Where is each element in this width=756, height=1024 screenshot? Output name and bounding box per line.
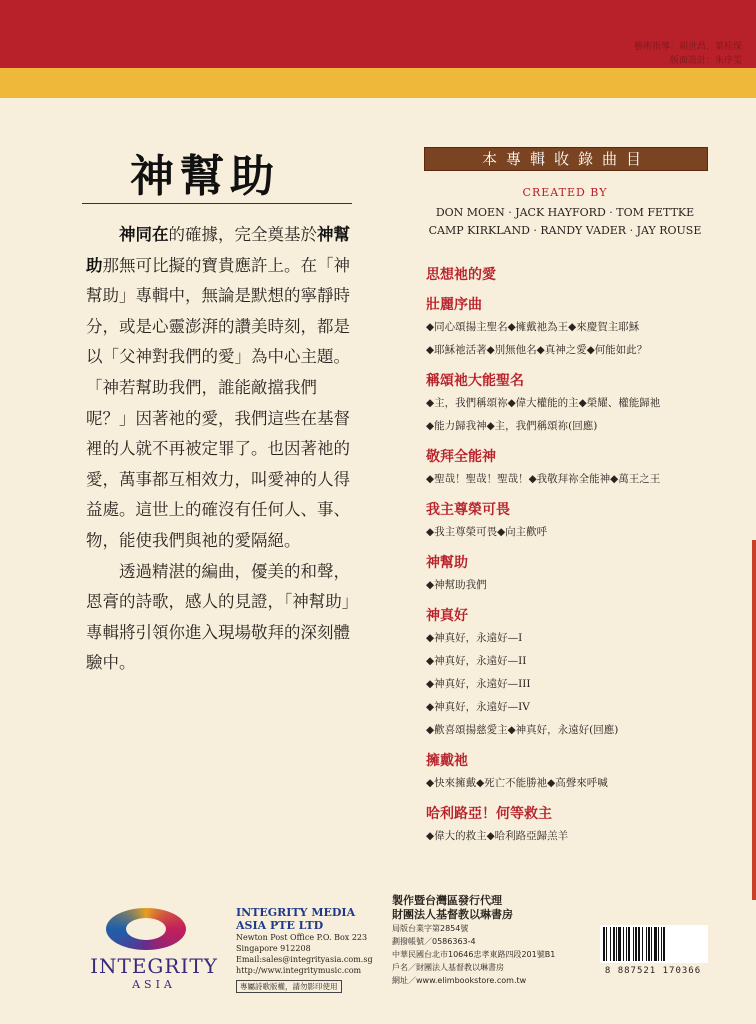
track-section-title: 神幫助 [426, 555, 468, 571]
right-edge-strip [752, 540, 756, 900]
barcode-bar [606, 927, 607, 961]
track-section [426, 499, 746, 544]
barcode-bar [616, 927, 617, 961]
track-list [426, 256, 746, 848]
track-line: ◆我主尊榮可畏◆向主歡呼 [426, 526, 548, 538]
publisher-line: 網址／www.elimbookstore.com.tw [392, 976, 527, 985]
highlight-text: 神同在 [119, 225, 169, 244]
barcode-bar [651, 927, 652, 961]
barcode-bar [603, 927, 605, 961]
logo-sub: ASIA [132, 978, 176, 991]
barcode-bar [613, 927, 615, 961]
barcode-bar [618, 927, 621, 961]
copyright-box: 專屬詩歌版權，請勿影印使用 [236, 980, 342, 993]
track-line: ◆聖哉！聖哉！聖哉！◆我敬拜祢全能神◆萬王之王 [426, 473, 661, 485]
track-section-title: 思想祂的愛 [426, 267, 496, 283]
track-section [426, 370, 746, 438]
address-line: Singapore 912208 [236, 944, 311, 953]
company-name: INTEGRITY MEDIA [236, 906, 356, 919]
track-section-title: 神真好 [426, 608, 468, 624]
composer-line: DON MOEN · JACK HAYFORD · TOM FETTKE [435, 206, 695, 219]
publisher-line: 戶名／財團法人基督教以琳書房 [392, 963, 504, 972]
tracklist-header: 本專輯收錄曲目 [424, 147, 708, 171]
barcode-bar [648, 927, 650, 961]
credit-line: 藝術指導：胡世昌．葉桂琛 [633, 42, 742, 52]
design-credits [542, 40, 742, 68]
highlight-text: 神幫助 [86, 225, 350, 275]
track-section [426, 552, 746, 597]
track-section-title: 稱頌祂大能聖名 [426, 373, 524, 389]
company-name: ASIA PTE LTD [236, 919, 324, 932]
credit-line: 版面設計：朱序雯 [669, 56, 742, 66]
title-rule [82, 203, 352, 204]
barcode-bar [663, 927, 665, 961]
barcode-bar [638, 927, 640, 961]
intro-text [86, 220, 354, 679]
logo-ring-icon [106, 908, 186, 950]
created-by-label: CREATED BY [522, 186, 608, 199]
track-section-title: 我主尊榮可畏 [426, 502, 510, 518]
intro-paragraph-2 [86, 557, 354, 679]
track-section [426, 294, 746, 362]
publisher-line: 劃撥帳號／0586363-4 [392, 937, 476, 946]
track-line: ◆能力歸我神◆主，我們稱頌祢(回應) [426, 420, 598, 432]
track-line: ◆偉大的救主◆哈利路亞歸羔羊 [426, 830, 569, 842]
gold-band [0, 68, 756, 98]
barcode-bar [610, 927, 611, 961]
barcode-bar [658, 927, 659, 961]
website-text: http://www.integritymusic.com [236, 966, 362, 975]
track-line: ◆神真好，永遠好—IV [426, 701, 530, 713]
address-line: Newton Post Office P.O. Box 223 [236, 933, 368, 942]
barcode-bar [626, 927, 627, 961]
track-line: ◆同心頌揚主聖名◆擁戴祂為王◆來慶賀主耶穌 [426, 321, 640, 333]
integrity-logo [84, 908, 218, 991]
barcode-bar [654, 927, 657, 961]
track-section-title: 壯麗序曲 [426, 297, 482, 313]
barcode-bar [661, 927, 662, 961]
intro-text-part: 透過精湛的編曲，優美的和聲，恩膏的詩歌，感人的見證，「神幫助」專輯將引領你進入現場敬拜的深刻體驗中。 [86, 561, 350, 673]
company-address [236, 906, 386, 993]
track-line: ◆主，我們稱頌祢◆偉大權能的主◆榮耀、權能歸祂 [426, 397, 661, 409]
track-section [426, 750, 746, 795]
track-section-title: 哈利路亞！何等救主 [426, 806, 552, 822]
barcode-bar [646, 927, 647, 961]
intro-text-part: 的確據，完全奠基於 [168, 225, 317, 244]
publisher-lead: 財團法人基督教以琳書房 [392, 908, 513, 921]
track-section [426, 605, 746, 742]
publisher-line: 中華民國台北市10646忠孝東路四段201號B1 [392, 950, 556, 959]
track-line: ◆神真好，永遠好—I [426, 632, 523, 644]
barcode-bar [642, 927, 643, 961]
composer-line: CAMP KIRKLAND · RANDY VADER · JAY ROUSE [428, 224, 702, 237]
track-section-title: 敬拜全能神 [426, 449, 496, 465]
email-text: Email:sales@integrityasia.com.sg [236, 955, 373, 964]
album-title: 神幫助 [130, 151, 280, 202]
barcode-number: 8 887521 170366 [604, 966, 702, 976]
track-section-title: 擁戴祂 [426, 753, 468, 769]
logo-name: INTEGRITY [90, 954, 218, 978]
composer-names [424, 204, 706, 240]
track-line: ◆神真好，永遠好—III [426, 678, 531, 690]
track-line: ◆快來擁戴◆死亡不能勝祂◆高聲來呼喊 [426, 777, 608, 789]
barcode-bar [633, 927, 634, 961]
intro-paragraph-1 [86, 220, 354, 557]
barcode-bar [635, 927, 637, 961]
publisher-line: 局版台業字第2854號 [392, 924, 469, 933]
track-section [426, 803, 746, 848]
barcode-bar [628, 927, 630, 961]
barcode-bar [623, 927, 624, 961]
track-section [426, 446, 746, 491]
track-section [426, 264, 746, 286]
publisher-info [392, 894, 572, 987]
intro-text-part: 那無可比擬的寶貴應許上。在「神幫助」專輯中，無論是默想的寧靜時分，或是心靈澎湃的讚美時刻，都是以「父神對我們的愛」為中心主題。「神若幫助我們，誰能敵擋我們呢？」因著祂的愛，我們這些在基督裡的人就不再被定罪了。也因著祂的愛，萬事都互相效力，叫愛神的人得益處。這世上的確沒有任何人、事、物，能使我們與祂的愛隔絕。 [86, 255, 350, 550]
track-line: ◆神幫助我們 [426, 579, 487, 591]
track-line: ◆歡喜頌揚慈愛主◆神真好，永遠好(回應) [426, 724, 619, 736]
publisher-lead: 製作暨台灣區發行代理 [392, 894, 502, 907]
barcode-icon [600, 925, 708, 963]
track-line: ◆耶穌祂活著◆別無他名◆真神之愛◆何能如此？ [426, 344, 648, 356]
track-line: ◆神真好，永遠好—II [426, 655, 527, 667]
